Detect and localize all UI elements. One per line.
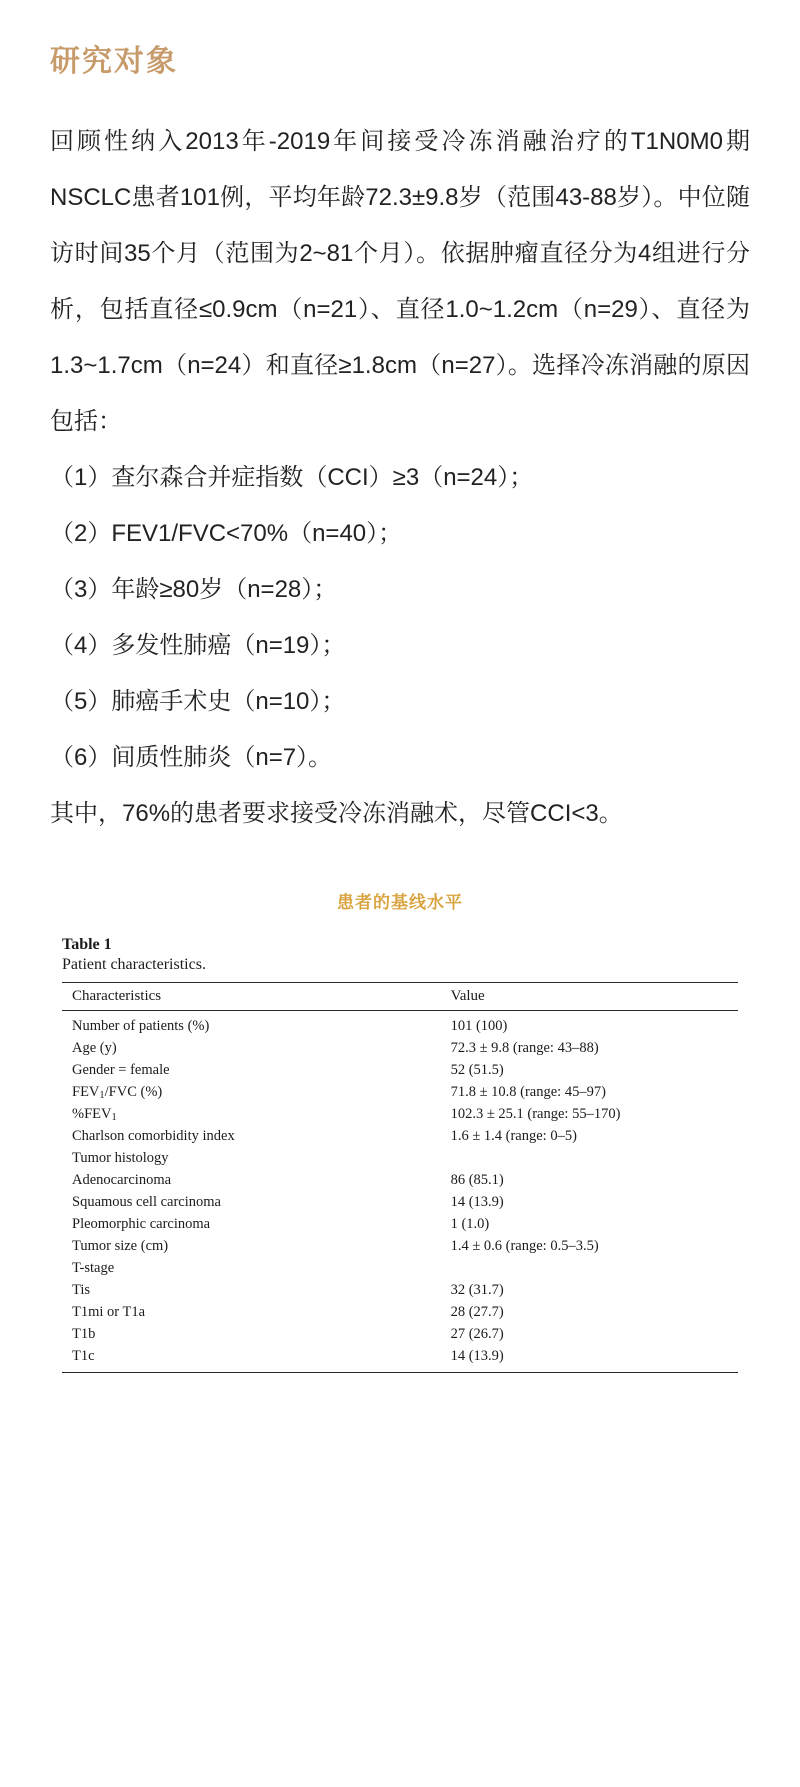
cell-value: 27 (26.7) — [450, 1325, 504, 1342]
cell-value: 1.6 ± 1.4 (range: 0–5) — [450, 1127, 577, 1144]
article-page — [0, 36, 800, 1373]
column-header-value: Value — [441, 982, 738, 1010]
table-row — [62, 1059, 738, 1081]
figure-caption: 患者的基线水平 — [337, 893, 463, 912]
cell-characteristic: $\%FEV_1$ — [72, 1105, 117, 1124]
cell-characteristic: Pleomorphic carcinoma — [72, 1215, 211, 1232]
list-item: （5）肺癌手术史（n=10）； — [50, 688, 346, 715]
cell-value: 71.8 ± 10.8 (range: 45–97) — [450, 1083, 606, 1100]
column-header-characteristics: Characteristics — [62, 982, 441, 1010]
table-row — [62, 1103, 738, 1125]
table-row — [62, 1169, 738, 1191]
list-item: （1）查尔森合并症指数（CCI）≥3（n=24）； — [50, 464, 534, 491]
table-row — [62, 1010, 738, 1037]
article-body — [50, 114, 750, 842]
cell-characteristic: Age (y) — [72, 1039, 117, 1056]
cell-characteristic: T1b — [72, 1325, 96, 1342]
table-row — [62, 1147, 738, 1169]
cell-characteristic: Number of patients (%) — [72, 1017, 210, 1034]
list-item: （2）FEV1/FVC<70%（n=40）； — [50, 520, 403, 547]
cell-characteristic: T1mi or T1a — [72, 1303, 146, 1320]
cell-value: 32 (31.7) — [450, 1281, 504, 1298]
cell-characteristic: Tumor size (cm) — [72, 1237, 169, 1254]
cell-value: 14 (13.9) — [441, 1345, 738, 1372]
table-label: Table 1 — [62, 936, 112, 953]
patient-characteristics-table — [62, 982, 738, 1373]
cell-value: 101 (100) — [450, 1017, 508, 1034]
table-header-row — [62, 982, 738, 1010]
cell-value: 72.3 ± 9.8 (range: 43–88) — [450, 1039, 599, 1056]
cell-value — [441, 1147, 738, 1169]
cell-value: 102.3 ± 25.1 (range: 55–170) — [450, 1105, 621, 1122]
table-row — [62, 1345, 738, 1372]
cell-characteristic: Tis — [72, 1281, 91, 1298]
cell-characteristic: T1c — [62, 1345, 441, 1372]
paragraph-study-population: 回顾性纳入2013年-2019年间接受冷冻消融治疗的T1N0M0期NSCLC患者101例，平均年龄72.3±9.8岁（范围43-88岁）。中位随访时间35个月（范围为2~81个月）。依据肿瘤直径分为4组进行分析，包括直径≤0.9cm（n=21）、直径1.0~1.2cm（n=29）、直径为1.3~1.7cm（n=24）和直径≥1.8cm（n=27）。选择冷冻消融的原因包括： — [50, 128, 750, 435]
table-subtitle: Patient characteristics. — [62, 956, 206, 973]
cell-characteristic: T-stage — [72, 1259, 115, 1276]
cell-characteristic: Adenocarcinoma — [72, 1171, 172, 1188]
table-row — [62, 1037, 738, 1059]
table-row — [62, 1081, 738, 1103]
cell-value: 52 (51.5) — [450, 1061, 504, 1078]
table-row — [62, 1235, 738, 1257]
cell-value: 14 (13.9) — [450, 1193, 504, 1210]
table-row — [62, 1213, 738, 1235]
list-item: （3）年龄≥80岁（n=28）； — [50, 576, 338, 603]
table-row — [62, 1191, 738, 1213]
cell-characteristic: $FEV_1$/FVC (%) — [72, 1083, 163, 1102]
table-row — [62, 1279, 738, 1301]
table-figure — [50, 935, 750, 1373]
table-row — [62, 1323, 738, 1345]
cell-characteristic: Squamous cell carcinoma — [72, 1193, 221, 1210]
cell-value: 86 (85.1) — [450, 1171, 504, 1188]
cell-value — [441, 1257, 738, 1279]
cell-value: 1.4 ± 0.6 (range: 0.5–3.5) — [450, 1237, 599, 1254]
cell-characteristic: Charlson comorbidity index — [72, 1127, 235, 1144]
cell-value: 28 (27.7) — [450, 1303, 504, 1320]
table-row — [62, 1301, 738, 1323]
list-item: （4）多发性肺癌（n=19）； — [50, 632, 346, 659]
table-row — [62, 1257, 738, 1279]
list-item: （6）间质性肺炎（n=7）。 — [50, 744, 333, 771]
table-row — [62, 1125, 738, 1147]
page-title: 研究对象 — [50, 45, 178, 78]
paragraph-conclusion: 其中，76%的患者要求接受冷冻消融术，尽管CCI<3。 — [50, 800, 623, 827]
cell-characteristic: Gender = female — [72, 1061, 170, 1078]
cell-characteristic: Tumor histology — [72, 1149, 169, 1166]
cell-value: 1 (1.0) — [450, 1215, 490, 1232]
